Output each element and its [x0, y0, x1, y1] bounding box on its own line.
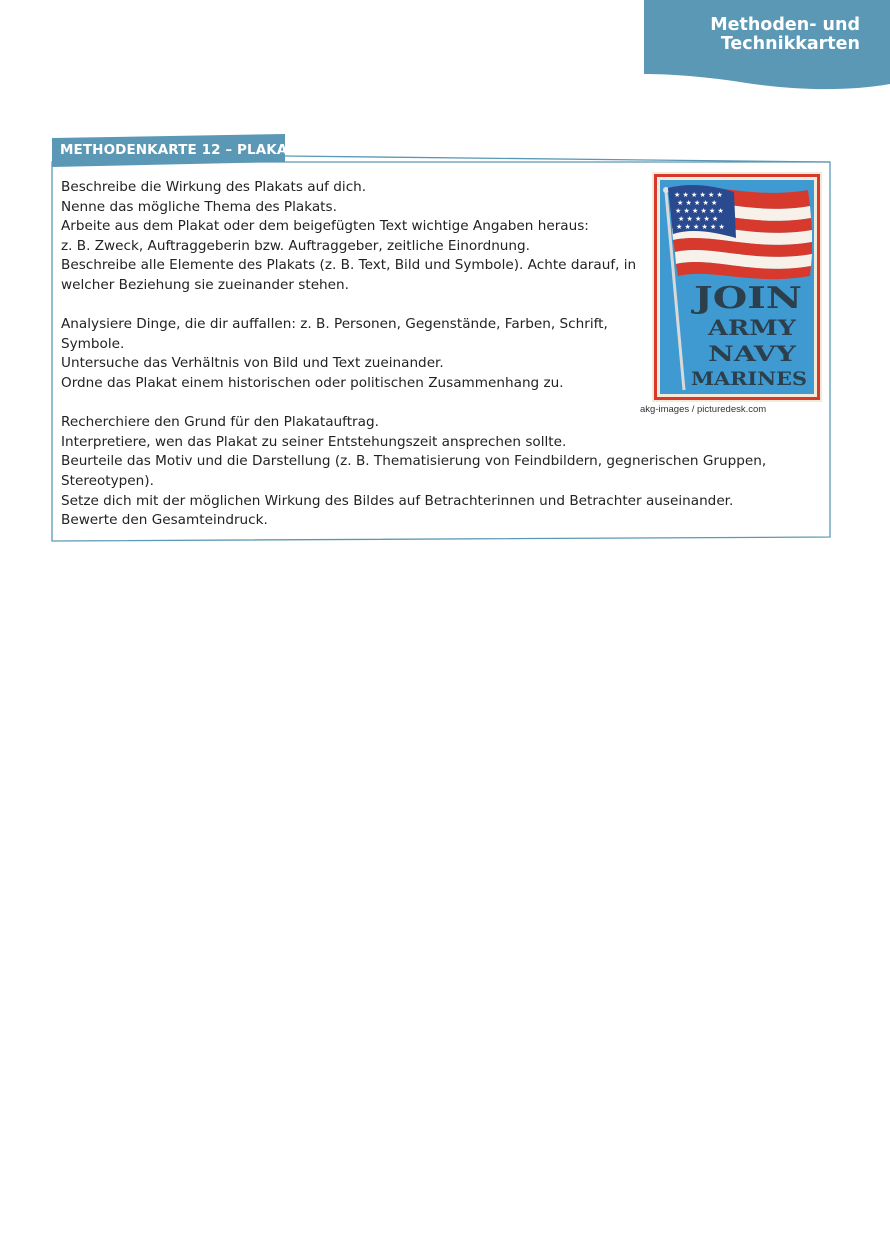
instruction-line: Beschreibe die Wirkung des Plakats auf dich. — [61, 179, 367, 195]
instruction-line: Beurteile das Motiv und die Darstellung (z. B. Thematisierung von Feindbildern, gegnerischen Gruppen, — [61, 453, 767, 470]
instruction-line: Recherchiere den Grund für den Plakatauftrag. — [61, 414, 379, 431]
instruction-line: Symbole. — [61, 335, 125, 352]
poster-image — [652, 172, 822, 402]
instruction-line: Beschreibe alle Elemente des Plakats (z. B. Text, Bild und Symbole). Achte darauf, in — [61, 257, 637, 274]
instruction-line: welcher Beziehung sie zueinander stehen. — [61, 276, 349, 293]
instruction-line: z. B. Zweck, Auftraggeberin bzw. Auftraggeber, zeitliche Einordnung. — [61, 237, 530, 254]
svg-text:★ ★ ★ ★ ★: ★ ★ ★ ★ ★ — [677, 199, 718, 207]
instruction-line: Setze dich mit der möglichen Wirkung des Bildes auf Betrachterinnen und Betrachter auseinander. — [61, 492, 734, 509]
instruction-line: Untersuche das Verhältnis von Bild und Text zueinander. — [61, 355, 444, 372]
svg-text:★ ★ ★ ★ ★ ★: ★ ★ ★ ★ ★ ★ — [676, 223, 725, 231]
corner-tab-line2: Technikkarten — [720, 34, 860, 54]
poster-text-navy: NAVY — [708, 341, 798, 366]
instruction-line: Stereotypen). — [61, 472, 154, 489]
instruction-line: Bewerte den Gesamteindruck. — [61, 512, 268, 529]
poster-text-marines: MARINES — [691, 368, 807, 390]
svg-text:★ ★ ★ ★ ★ ★: ★ ★ ★ ★ ★ ★ — [674, 191, 723, 199]
instruction-line: Arbeite aus dem Plakat oder dem beigefügten Text wichtige Angaben heraus: — [61, 218, 589, 235]
card-header-title: METHODENKARTE 12 – PLAKAT — [60, 142, 296, 158]
instruction-line: Interpretiere, wen das Plakat zu seiner Entstehungszeit ansprechen sollte. — [61, 433, 567, 450]
instruction-line: Ordne das Plakat einem historischen oder politischen Zusammenhang zu. — [61, 374, 564, 391]
instruction-line: Analysiere Dinge, die dir auffallen: z. B. Personen, Gegenstände, Farben, Schrift, — [61, 316, 608, 333]
poster-text-army: ARMY — [706, 315, 798, 340]
svg-text:★ ★ ★ ★ ★ ★: ★ ★ ★ ★ ★ ★ — [675, 207, 724, 215]
flag-icon — [668, 185, 812, 279]
corner-tab-line1: Methoden- und — [710, 15, 860, 35]
instruction-line: Nenne das mögliche Thema des Plakats. — [61, 198, 337, 215]
image-credit: akg-images / picturedesk.com — [640, 404, 767, 415]
poster-text-join: JOIN — [690, 281, 802, 316]
svg-text:★ ★ ★ ★ ★: ★ ★ ★ ★ ★ — [678, 215, 719, 223]
